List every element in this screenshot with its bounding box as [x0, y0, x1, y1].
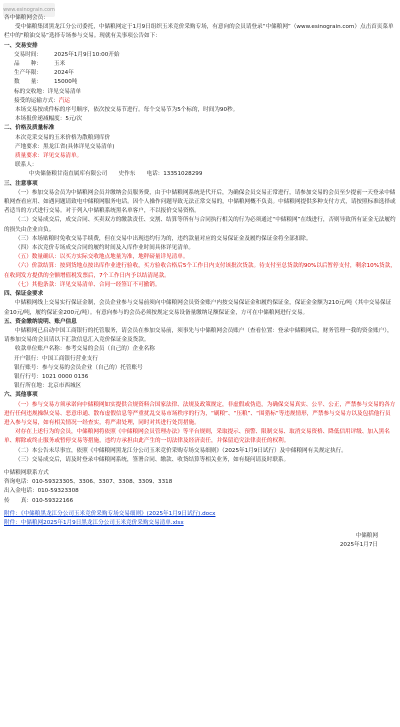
attachment-link-rules[interactable]: 附件：《中储粮黑龙江分公司玉米竞价采购专场交易细则》(2025年1月9日试行).docx: [4, 510, 216, 517]
signature-org: 中储粮网: [355, 533, 378, 540]
note-7: （七）其他条款：详见交易清单、合同一经签订不可撤销。: [15, 281, 161, 288]
note-2: （二）交易成交后，成交合同、买卖双方的缴款责任、交割、结算等所有与合同执行相关的行为必须通过“中储粮网”在线进行，否则导致所有证金无法履约的损失由企业自负。: [4, 217, 396, 233]
intro-paragraph: 受中储粮集团黑龙江分公司委托，中储粮网定于1月9日组织玉米竞价采购专场，有意向的会员请登录“中储粮网”（www.esinograin.com）点击首页菜单栏中的“粮油交易”选择专场参与交易。现就有关事项公告如下：: [4, 24, 394, 40]
section-4-title: 四、保证金要求: [4, 291, 44, 298]
quality-text: 质量要求：详见交易清单。: [15, 153, 83, 160]
price-basis-text: 本次竞采交易的玉米价格为散粮到库价: [15, 134, 111, 141]
info-row: 数 量： 15000吨: [14, 79, 78, 86]
other-2: 对存在上述行为的会员，中储粮网将依照《中储粮网会员管理办法》等平台规则，采取提示、预警、限制交易、取消交易资格、降低信用评级、加入黑名单、解除或终止服务或暂停交易等措施，违约方承担由此产生的一切法律及经济责任，并保留追究法律责任的权利。: [4, 429, 390, 445]
announcement-body: [4, 2, 396, 551]
note-1: （一）参加交易会员为中储粮网会员并缴纳会员服务费，由于中储粮网系统是代开后，为确保会员交易正常进行，请参加交易的会员至少提前一天登录中储粮网查看应用、如遇问题请致电中储粮网服务电话。因个人操作问题导致无法正常交易的，中储粮网概不负责。中储粮网提供多种支付方式，请按照标准选择或者适当的方式进行交易。对于列入中储粮系统黑名单客户，不以报价交易资格。: [4, 189, 396, 215]
origin-text: 产地要求：黑龙江省(具体详见交易清单): [15, 143, 115, 150]
attachment-link-list[interactable]: 附件：中储粮网2025年1月9日黑龙江分公司玉米竞价采购交易清单.xlsx: [4, 519, 184, 526]
greeting: 各中储粮网会员：: [4, 15, 49, 21]
section-3-title: 三、注意事项: [4, 180, 38, 187]
price-step-text: 本场报价递减幅度：5元/次: [15, 116, 82, 123]
note-6: （六）价款结算：按到货地点按出库作业进行验收，买方验收合格后5个工作日内支付该批次货款。待支付至总货款的90%以后暂停支付，剩余10%货款，在收到发方提供的全额增值税发票后，7个工作日内予以结清尾款。: [4, 263, 396, 279]
trade-info-list: [4, 51, 396, 106]
account-name: 收款单位账户名称：参考交易的会员（自己的）企业名称: [15, 346, 155, 353]
other-3: （二）本公告未尽事宜，依照《中储粮网黑龙江分公司玉米竞价采购专场交易细则》（2025年1月9日试行）及中储粮网有关规定执行。: [15, 447, 347, 454]
info-row: 接受的运输方式：汽运: [14, 97, 70, 104]
service-title: 中储粮网联系方式: [4, 469, 49, 476]
signature-date: 2025年1月7日: [339, 542, 378, 549]
info-row: 生产年限： 2024年: [14, 70, 74, 77]
note-4: （四）本次竞价专场成交合同的履约时间及入库作业时间具体详见清单。: [15, 245, 195, 252]
other-4: （三）交易成交后，请及时登录中储粮网系统，签署合同、缴款、收货结算等相关业务，如有疑问请及时联系。: [15, 456, 290, 463]
phone2-line: 出入金电话：010-59323308: [4, 488, 79, 495]
contact-line: 中央储备粮甘南直属库有限公司 史作东 电话：13351028299: [29, 171, 203, 178]
account-row: 银行账号：参与交易的会员企业（自己的）托管账号: [14, 364, 143, 371]
contact-label: 联系人：: [15, 162, 38, 169]
section-5-title: 五、资金缴纳说明、账户信息: [4, 318, 77, 325]
account-row: 银行行号：1021 0000 0136: [14, 373, 89, 380]
section-1-title: 一、交易安排: [4, 42, 38, 49]
account-row: 开户银行：中国工商银行营业支行: [14, 355, 98, 362]
deposit-paragraph: 中储粮网线上交易实行保证金制，会员企业参与交易前须向中储粮网会员资金账户内按交易保证金和履约保证金，保证金金额为210元/吨（其中交易保证金10元/吨，履约保证金200元/吨）。有意向参与的会员必须按规定交易设备量缴纳足额保证金，方可在中储粮网进行交易。: [4, 300, 392, 316]
section-2-title: 二、价格及质量标准: [4, 125, 55, 132]
info-row: 交易时间： 2025年1月9日10:00开始: [14, 51, 120, 58]
section-6-title: 六、其他事项: [4, 392, 38, 399]
payment-paragraph: 中储粮网已启动中国工商银行的托管服务，请会员在参加交易前，须事先与中储粮网会员账户（查看位置：登录中储粮网后，财务管理一我的资金账户），请参加交易的会员请以下汇款信息汇入竞价保证金及货款。: [4, 327, 393, 344]
info-row: 品 种： 玉米: [14, 61, 66, 68]
watermark-logo: www.esinograin.com: [3, 3, 55, 17]
fax-line: 传 真：010-59322166: [4, 497, 74, 504]
account-row: 银行所在地：北京市西城区: [14, 383, 82, 390]
note-5: （五）数量确认：以买方实际交收地点地量为准，地秤磅量详见清单。: [15, 254, 189, 261]
trade-mode-text: 本场交易按成件标的序号顺序，依次按交易节进行。每个交易节为5个标的，时间为90秒。: [15, 107, 239, 114]
note-3: （三）本场贴粮时免收交易手续费，但在交易中出现违约行为的，违约款量对应的交易保证金及履约保证金将全部扣除。: [15, 235, 312, 242]
info-row: 标的交收地：详见交易清单: [14, 88, 82, 95]
other-1: （一）参与交易方须承诺向中储粮网如实提供合规资料合国家法律、法规及政策规定，非虚假或伪造，为确保交易真实、公平、公正，严禁参与交易的各方进行任何违规操纵交易、恶意串通、散布虚假信息等严重扰乱交易市场秩序的行为，“刷粮”、“压粮”、“围猎标”等违规情形，严禁参与交易方以及包括他行员进入参与交易，如有相关情况一经查实，将严肃处理，同时对其进行处罚措施。: [4, 401, 396, 426]
phone-line: 咨询电话：010-59323305、3306、3307、3308、3309、3318: [4, 479, 173, 486]
